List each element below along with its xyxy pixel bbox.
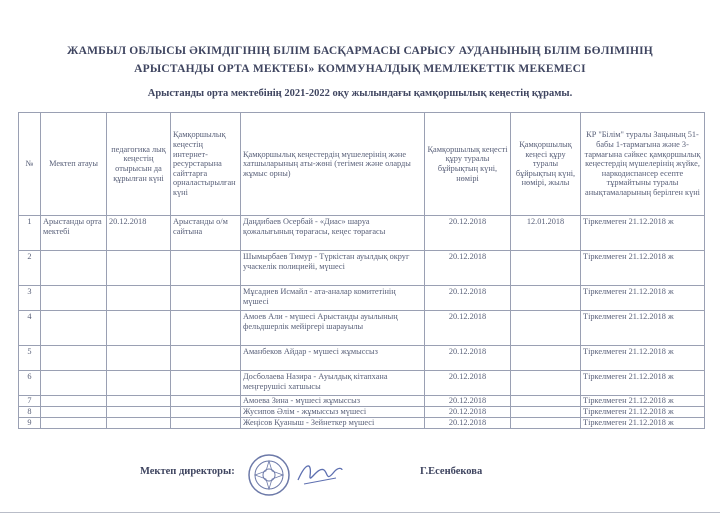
site-cell xyxy=(171,286,241,311)
site-cell xyxy=(171,251,241,286)
order-date-cell: 20.12.2018 xyxy=(425,418,511,429)
member-cell: Даңдибаев Осербай - «Диас» шаруа қожалығының төрағасы, кеңес төрағасы xyxy=(241,216,425,251)
order-date-cell: 20.12.2018 xyxy=(425,286,511,311)
school-cell: Арыстанды орта мектебі xyxy=(41,216,107,251)
order-number-cell: 12.01.2018 xyxy=(511,216,581,251)
certificate-cell: Тіркелмеген 21.12.2018 ж xyxy=(581,407,705,418)
header-line-1: ЖАМБЫЛ ОБЛЫСЫ ӘКІМДІГІНІҢ БІЛІМ БАСҚАРМАСЫ САРЫСУ АУДАНЫНЫҢ БІЛІМ БӨЛІМІНІҢ xyxy=(67,45,653,57)
certificate-cell: Тіркелмеген 21.12.2018 ж xyxy=(581,311,705,346)
ped-date-cell xyxy=(107,371,171,396)
order-number-cell xyxy=(511,407,581,418)
row-number: 3 xyxy=(19,286,41,311)
ped-date-cell xyxy=(107,418,171,429)
member-cell: Жусипов Әлім - жұмыссыз мүшесі xyxy=(241,407,425,418)
school-cell xyxy=(41,396,107,407)
order-date-cell: 20.12.2018 xyxy=(425,311,511,346)
certificate-cell: Тіркелмеген 21.12.2018 ж xyxy=(581,346,705,371)
certificate-cell: Тіркелмеген 21.12.2018 ж xyxy=(581,216,705,251)
table-header-row xyxy=(19,113,705,216)
order-date-cell: 20.12.2018 xyxy=(425,407,511,418)
header-cell: Қамқоршылық кеңестің интернет-ресурстарына сайттарға орналастырылған күні xyxy=(171,113,241,216)
ped-date-cell xyxy=(107,396,171,407)
signature-row xyxy=(0,462,720,492)
order-date-cell: 20.12.2018 xyxy=(425,371,511,396)
table-row xyxy=(19,251,705,286)
school-cell xyxy=(41,407,107,418)
row-number: 8 xyxy=(19,407,41,418)
header-cell: Қамқоршылық кеңесі құру туралы бұйрықтың күні, нөмірі, жылы xyxy=(511,113,581,216)
member-cell: Шымырбаев Тимур - Түркістан ауылдық округ учаскелік полициейі, мүшесі xyxy=(241,251,425,286)
site-cell xyxy=(171,418,241,429)
certificate-cell: Тіркелмеген 21.12.2018 ж xyxy=(581,396,705,407)
site-cell xyxy=(171,407,241,418)
site-cell xyxy=(171,311,241,346)
table-row xyxy=(19,418,705,429)
order-number-cell xyxy=(511,286,581,311)
member-cell: Амоев Али - мүшесі Арыстанды ауылының фельдшерлік мейіргері шарауылы xyxy=(241,311,425,346)
order-date-cell: 20.12.2018 xyxy=(425,346,511,371)
table-row xyxy=(19,311,705,346)
order-number-cell xyxy=(511,396,581,407)
row-number: 4 xyxy=(19,311,41,346)
member-cell: Жеңісов Қуаныш - Зейнеткер мүшесі xyxy=(241,418,425,429)
order-number-cell xyxy=(511,418,581,429)
header-cell: КР "Білім" туралы Заңының 51-бабы 1-тармағына және 3-тармағына сәйкес қамқоршылық кеңестердің мүшелерінің жүйке, наркодиспансер есепте тұрмайтыны туралы анықтамаларының берілген күні xyxy=(581,113,705,216)
ped-date-cell xyxy=(107,311,171,346)
school-cell xyxy=(41,251,107,286)
document-subtitle: Арыстанды орта мектебінің 2021-2022 оқу жылындағы қамқоршылық кеңестің құрамы. xyxy=(147,88,573,99)
page-edge-line xyxy=(0,512,720,513)
header-cell: педагогика лық кеңестің отырысын да құрылған күні xyxy=(107,113,171,216)
header-cell: Мектеп атауы xyxy=(41,113,107,216)
table-row xyxy=(19,346,705,371)
director-name: Г.Есенбекова xyxy=(420,466,483,477)
site-cell: Арыстанды о/м сайтына xyxy=(171,216,241,251)
row-number: 2 xyxy=(19,251,41,286)
ped-date-cell xyxy=(107,346,171,371)
row-number: 6 xyxy=(19,371,41,396)
director-label: Мектеп директоры: xyxy=(140,466,235,477)
order-number-cell xyxy=(511,346,581,371)
council-table xyxy=(18,112,705,429)
site-cell xyxy=(171,346,241,371)
ped-date-cell: 20.12.2018 xyxy=(107,216,171,251)
table-row xyxy=(19,286,705,311)
order-date-cell: 20.12.2018 xyxy=(425,251,511,286)
member-cell: Досболаева Назира - Ауылдық кітапхана меңгерушісі хатшысы xyxy=(241,371,425,396)
header-cell: № xyxy=(19,113,41,216)
certificate-cell: Тіркелмеген 21.12.2018 ж xyxy=(581,286,705,311)
signature-scribble-icon xyxy=(296,458,344,488)
order-date-cell: 20.12.2018 xyxy=(425,396,511,407)
order-number-cell xyxy=(511,251,581,286)
school-cell xyxy=(41,418,107,429)
official-seal-icon xyxy=(246,452,292,498)
order-number-cell xyxy=(511,371,581,396)
row-number: 1 xyxy=(19,216,41,251)
ped-date-cell xyxy=(107,251,171,286)
member-cell: Амоева Зина - мүшесі жұмыссыз xyxy=(241,396,425,407)
ped-date-cell xyxy=(107,286,171,311)
row-number: 5 xyxy=(19,346,41,371)
certificate-cell: Тіркелмеген 21.12.2018 ж xyxy=(581,371,705,396)
school-cell xyxy=(41,311,107,346)
table-row xyxy=(19,216,705,251)
school-cell xyxy=(41,286,107,311)
site-cell xyxy=(171,396,241,407)
certificate-cell: Тіркелмеген 21.12.2018 ж xyxy=(581,418,705,429)
row-number: 9 xyxy=(19,418,41,429)
certificate-cell: Тіркелмеген 21.12.2018 ж xyxy=(581,251,705,286)
ped-date-cell xyxy=(107,407,171,418)
header-cell: Қамқоршылық кеңестердің мүшелерінің және хатшыларының аты-жөні (тегімен және оларды жұмыс орны) xyxy=(241,113,425,216)
row-number: 7 xyxy=(19,396,41,407)
header-line-2: АРЫСТАНДЫ ОРТА МЕКТЕБІ» КОММУНАЛДЫҚ МЕМЛЕКЕТТІК МЕКЕМЕСІ xyxy=(134,63,586,75)
school-cell xyxy=(41,346,107,371)
table-row xyxy=(19,396,705,407)
order-date-cell: 20.12.2018 xyxy=(425,216,511,251)
order-number-cell xyxy=(511,311,581,346)
header-cell: Қамқоршылық кеңесті құру туралы бұйрықтың күні, нөмірі xyxy=(425,113,511,216)
table-row xyxy=(19,407,705,418)
member-cell: Аманбеков Айдар - мүшесі жұмыссыз xyxy=(241,346,425,371)
member-cell: Мұсадиев Исмайл - ата-аналар комитетінің мүшесі xyxy=(241,286,425,311)
school-cell xyxy=(41,371,107,396)
table-row xyxy=(19,371,705,396)
site-cell xyxy=(171,371,241,396)
